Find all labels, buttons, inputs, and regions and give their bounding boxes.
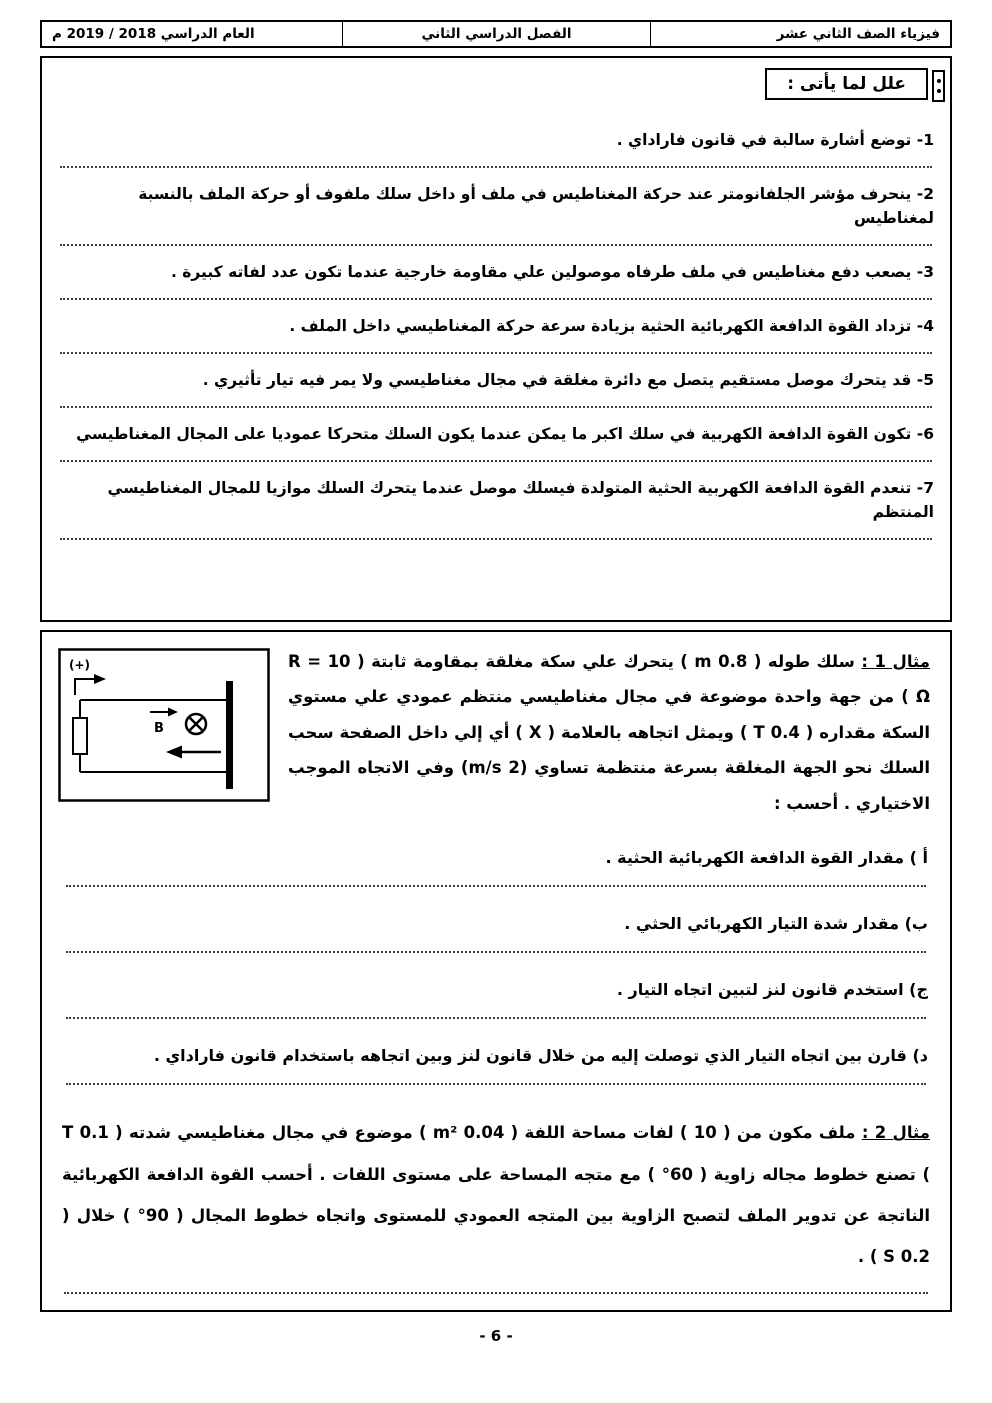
velocity-arrowhead [166, 746, 182, 759]
question-text: 5- قد يتحرك موصل مستقيم يتصل مع دائرة مغلقة في مجال مغناطيسي ولا يمر فيه تيار تأثيري . [202, 371, 934, 390]
question-item [52, 476, 940, 540]
answer-dotted-line [64, 1291, 928, 1294]
question-item [52, 368, 940, 408]
title-ornament [932, 70, 945, 102]
answer-dotted-line [66, 884, 926, 887]
question-item [52, 314, 940, 354]
circuit-diagram [58, 648, 270, 802]
header-year: العام الدراسي 2018 / 2019 م [52, 26, 255, 42]
positive-direction-label: (+) [69, 658, 91, 672]
example2-paragraph [62, 1112, 930, 1277]
answer-dotted-line [66, 1016, 926, 1019]
question-list [52, 114, 940, 549]
question-item [52, 182, 940, 246]
question-text: 3- يصعب دفع مغناطيس في ملف طرفاه موصولين علي مقاومة خارجية عندما تكون عدد لفاته كبيرة . [170, 263, 934, 282]
question-text: 2- ينحرف مؤشر الجلفانومتر عند حركة المغناطيس في ملف أو داخل سلك ملفوف أو حركة الملف بالنسبة لمغناطيس [138, 185, 934, 228]
example1-text: سلك طوله ( 0.8 m ) يتحرك علي سكة مغلقة بمقاومة ثابتة ( R = 10 Ω ) من جهة واحدة موضوعة في مجال مغناطيسي منتظم عمودي علي مستوي السكة مقداره ( 0.4 T ) ويمثل اتجاهه بالعلامة ( X ) أي إلي داخل الصفحة سحب السلك نحو الجهة المغلقة بسرعة منتظمة تساوي (2 m/s) وفي الاتجاه الموجب الاختياري . أحسب : [288, 652, 931, 813]
answer-dotted-line [66, 1082, 926, 1085]
example1-part-d [56, 1046, 936, 1085]
answer-dotted-line [60, 297, 932, 300]
answer-dotted-line [60, 459, 932, 462]
question-item [52, 260, 940, 300]
field-into-page-icon [186, 714, 206, 734]
circuit-diagram-svg [58, 648, 270, 802]
question-text: 4- تزداد القوة الدافعة الكهربائية الحثية بزيادة سرعة حركة المغناطيسي داخل الملف . [289, 317, 934, 336]
part-text: ج) استخدم قانون لنز لتبين اتجاه التيار . [616, 980, 928, 1000]
b-vector-arrowhead [168, 708, 178, 717]
example2-label: مثال 2 : [861, 1123, 931, 1143]
header-term: الفصل الدراسي الثاني [342, 22, 651, 46]
sliding-rod [226, 681, 233, 789]
question-text: 7- تنعدم القوة الدافعة الكهربية الحثية المتولدة فيسلك موصل عندما يتحرك السلك موازيا للمجال المغناطيسي المنتظم [107, 479, 934, 522]
example2-text: ملف مكون من ( 10 ) لفات مساحة اللفة ( 0.04 m² ) موضوع في مجال مغناطيسي شدته ( 0.1 T ) تصنع خطوط مجاله زاوية ( 60° ) مع متجه المساحة على مستوى اللفات . أحسب القوة الدافعة الكهربائية الناتجة عن تدوير الملف لتصبح الزاوية بين المتجه العمودي للمستوى واتجاه خطوط المجال ( 90° ) خلال ( 0.2 S ) . [62, 1123, 930, 1267]
answer-dotted-line [66, 950, 926, 953]
example1-part-b [56, 914, 936, 953]
example1-label: مثال 1 : [861, 652, 931, 671]
section-title: علل لما يأتى : [765, 68, 928, 100]
b-field-label: B [154, 721, 164, 736]
section-reasoning-questions [40, 56, 952, 622]
positive-direction-arrow [75, 679, 96, 695]
positive-direction-arrowhead [94, 674, 106, 684]
question-item [52, 422, 940, 462]
answer-dotted-line [60, 405, 932, 408]
example1-part-c [56, 980, 936, 1019]
answer-dotted-line [60, 351, 932, 354]
part-text: أ ) مقدار القوة الدافعة الكهربائية الحثية . [605, 848, 928, 868]
question-item [52, 128, 940, 168]
page-header [40, 20, 952, 48]
question-text: 6- تكون القوة الدافعة الكهربية في سلك اكبر ما يمكن عندما يكون السلك متحركا عموديا على المجال المغناطيسي [76, 425, 934, 444]
header-subject: فيزياء الصف الثاني عشر [650, 22, 950, 46]
resistor-symbol [73, 718, 87, 754]
section-examples [40, 630, 952, 1312]
question-text: 1- توضع أشارة سالبة في قانون فاراداي . [616, 131, 934, 149]
page-number: - 6 - [479, 1327, 513, 1345]
answer-dotted-line [60, 243, 932, 246]
diagram-frame [60, 650, 269, 801]
example1-part-a [56, 848, 936, 887]
part-text: د) قارن بين اتجاه التيار الذي توصلت إليه من خلال قانون لنز وبين اتجاهه باستخدام قانون فاراداي . [153, 1046, 928, 1066]
part-text: ب) مقدار شدة التيار الكهربائي الحثي . [624, 914, 928, 934]
answer-dotted-line [60, 537, 932, 540]
answer-dotted-line [60, 165, 932, 168]
